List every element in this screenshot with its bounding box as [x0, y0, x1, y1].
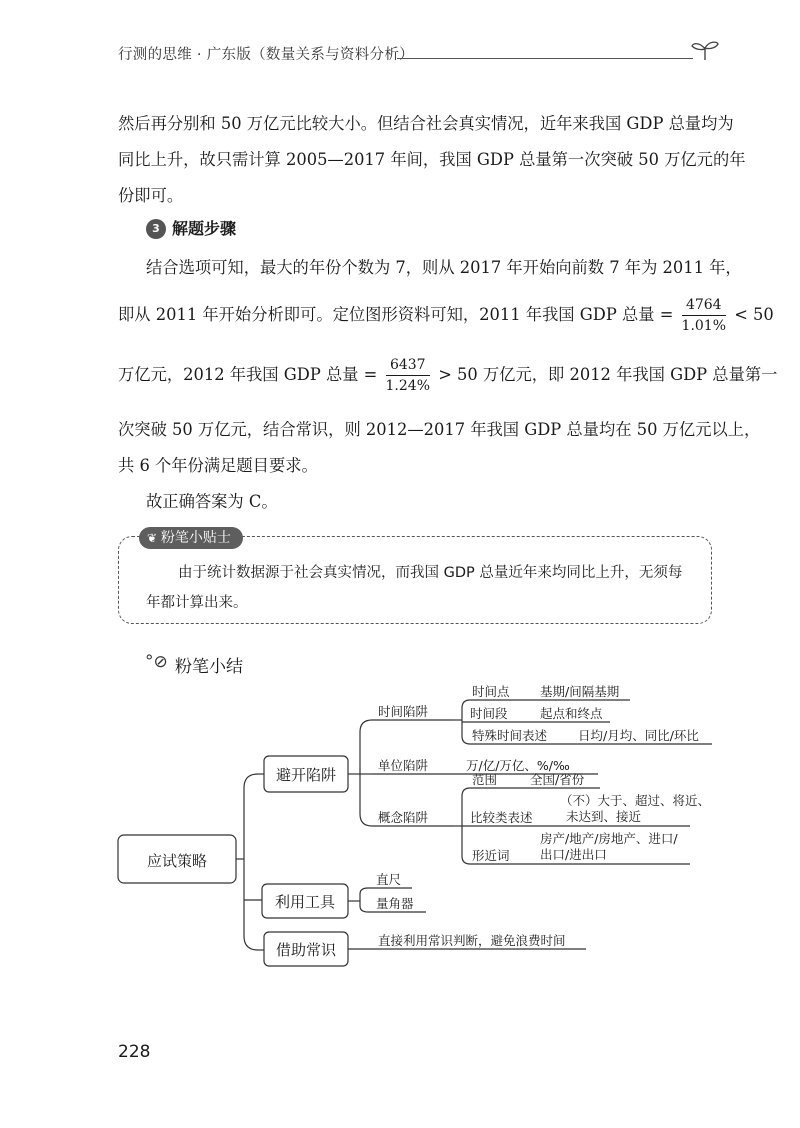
mindmap-node-label: 万/亿/万亿、%/‰ [466, 758, 570, 773]
mindmap-node-label: 形近词 [472, 848, 510, 863]
mindmap-node-label: 直接利用常识判断，避免浪费时间 [378, 933, 566, 948]
mindmap-node-label: 特殊时间表述 [472, 728, 548, 743]
section-title: 解题步骤 [172, 219, 237, 238]
solution-line: 次突破 50 万亿元，结合常识，则 2012—2017 年我国 GDP 总量均在 50 万亿元以上， [118, 420, 761, 439]
paragraph-line: 然后再分别和 50 万亿元比较大小。但结合社会真实情况，近年来我国 GDP 总量均为 [118, 114, 734, 133]
solution-line: 共 6 个年份满足题目要求。 [118, 456, 318, 475]
solution-text: < 50 [734, 305, 774, 324]
mindmap-node-label: （不）大于、超过、将近、 [560, 793, 711, 808]
mindmap-node-label: 时间陷阱 [378, 704, 429, 719]
solution-text: > 50 万亿元，即 2012 年我国 GDP 总量第一 [438, 365, 778, 384]
mindmap-node-label: 范围 [472, 772, 498, 787]
mindmap-node-label: 日均/月均、同比/环比 [578, 728, 699, 743]
fraction-numerator: 4764 [682, 296, 726, 316]
sprout-icon: ❦ [147, 531, 161, 545]
summary-title: 粉笔小结 [175, 657, 243, 677]
solution-line: 结合选项可知，最大的年份个数为 7，则从 2017 年开始向前数 7 年为 2011 年， [146, 258, 742, 277]
mindmap-node-label: 量角器 [376, 896, 414, 911]
running-header-title: 行测的思维 · 广东版（数量关系与资料分析） [118, 47, 414, 63]
fraction-denominator: 1.01% [681, 318, 727, 334]
fraction-numerator: 6437 [386, 356, 430, 376]
mindmap-node-label: 概念陷阱 [378, 810, 429, 825]
mindmap-node-label: 时间段 [470, 706, 508, 721]
step-number-icon: 3 [146, 219, 166, 239]
mindmap-branch-label: 借助常识 [275, 941, 337, 959]
mindmap-node-label: 基期/间隔基期 [540, 684, 620, 699]
mindmap-node-label: 全国/省份 [530, 772, 585, 787]
mindmap-root-label: 应试策略 [146, 852, 208, 870]
summary-icon: °⊘ [145, 652, 168, 672]
page-number: 228 [118, 1042, 151, 1062]
mindmap-branch-label: 避开陷阱 [275, 766, 337, 784]
mindmap-node-label: 起点和终点 [540, 706, 603, 721]
paragraph-line: 份即可。 [118, 186, 184, 205]
mindmap-node-label: 比较类表述 [470, 810, 533, 825]
mindmap-node-label: 房产/地产/房地产、进口/ [540, 831, 678, 846]
mindmap-node-label: 直尺 [376, 872, 402, 887]
paragraph-line: 同比上升，故只需计算 2005—2017 年间，我国 GDP 总量第一次突破 50 万亿元的年 [118, 150, 746, 169]
mindmap-node-label: 出口/进出口 [540, 847, 607, 862]
tip-badge-label: 粉笔小贴士 [160, 530, 231, 546]
fraction-denominator: 1.24% [385, 378, 430, 394]
solution-text: 万亿元，2012 年我国 GDP 总量 = [118, 365, 378, 384]
solution-text: 即从 2011 年开始分析即可。定位图形资料可知，2011 年我国 GDP 总量 = [118, 305, 674, 324]
mindmap-branch-label: 利用工具 [274, 893, 336, 911]
mindmap-node-label: 未达到、接近 [566, 809, 642, 824]
tip-text: 由于统计数据源于社会真实情况，而我国 GDP 总量近年来均同比上升，无须每年都计算出来。 [146, 565, 683, 611]
mindmap-node-label: 单位陷阱 [378, 758, 429, 773]
mindmap-node-label: 时间点 [472, 684, 510, 699]
answer-line: 故正确答案为 C。 [146, 492, 278, 511]
